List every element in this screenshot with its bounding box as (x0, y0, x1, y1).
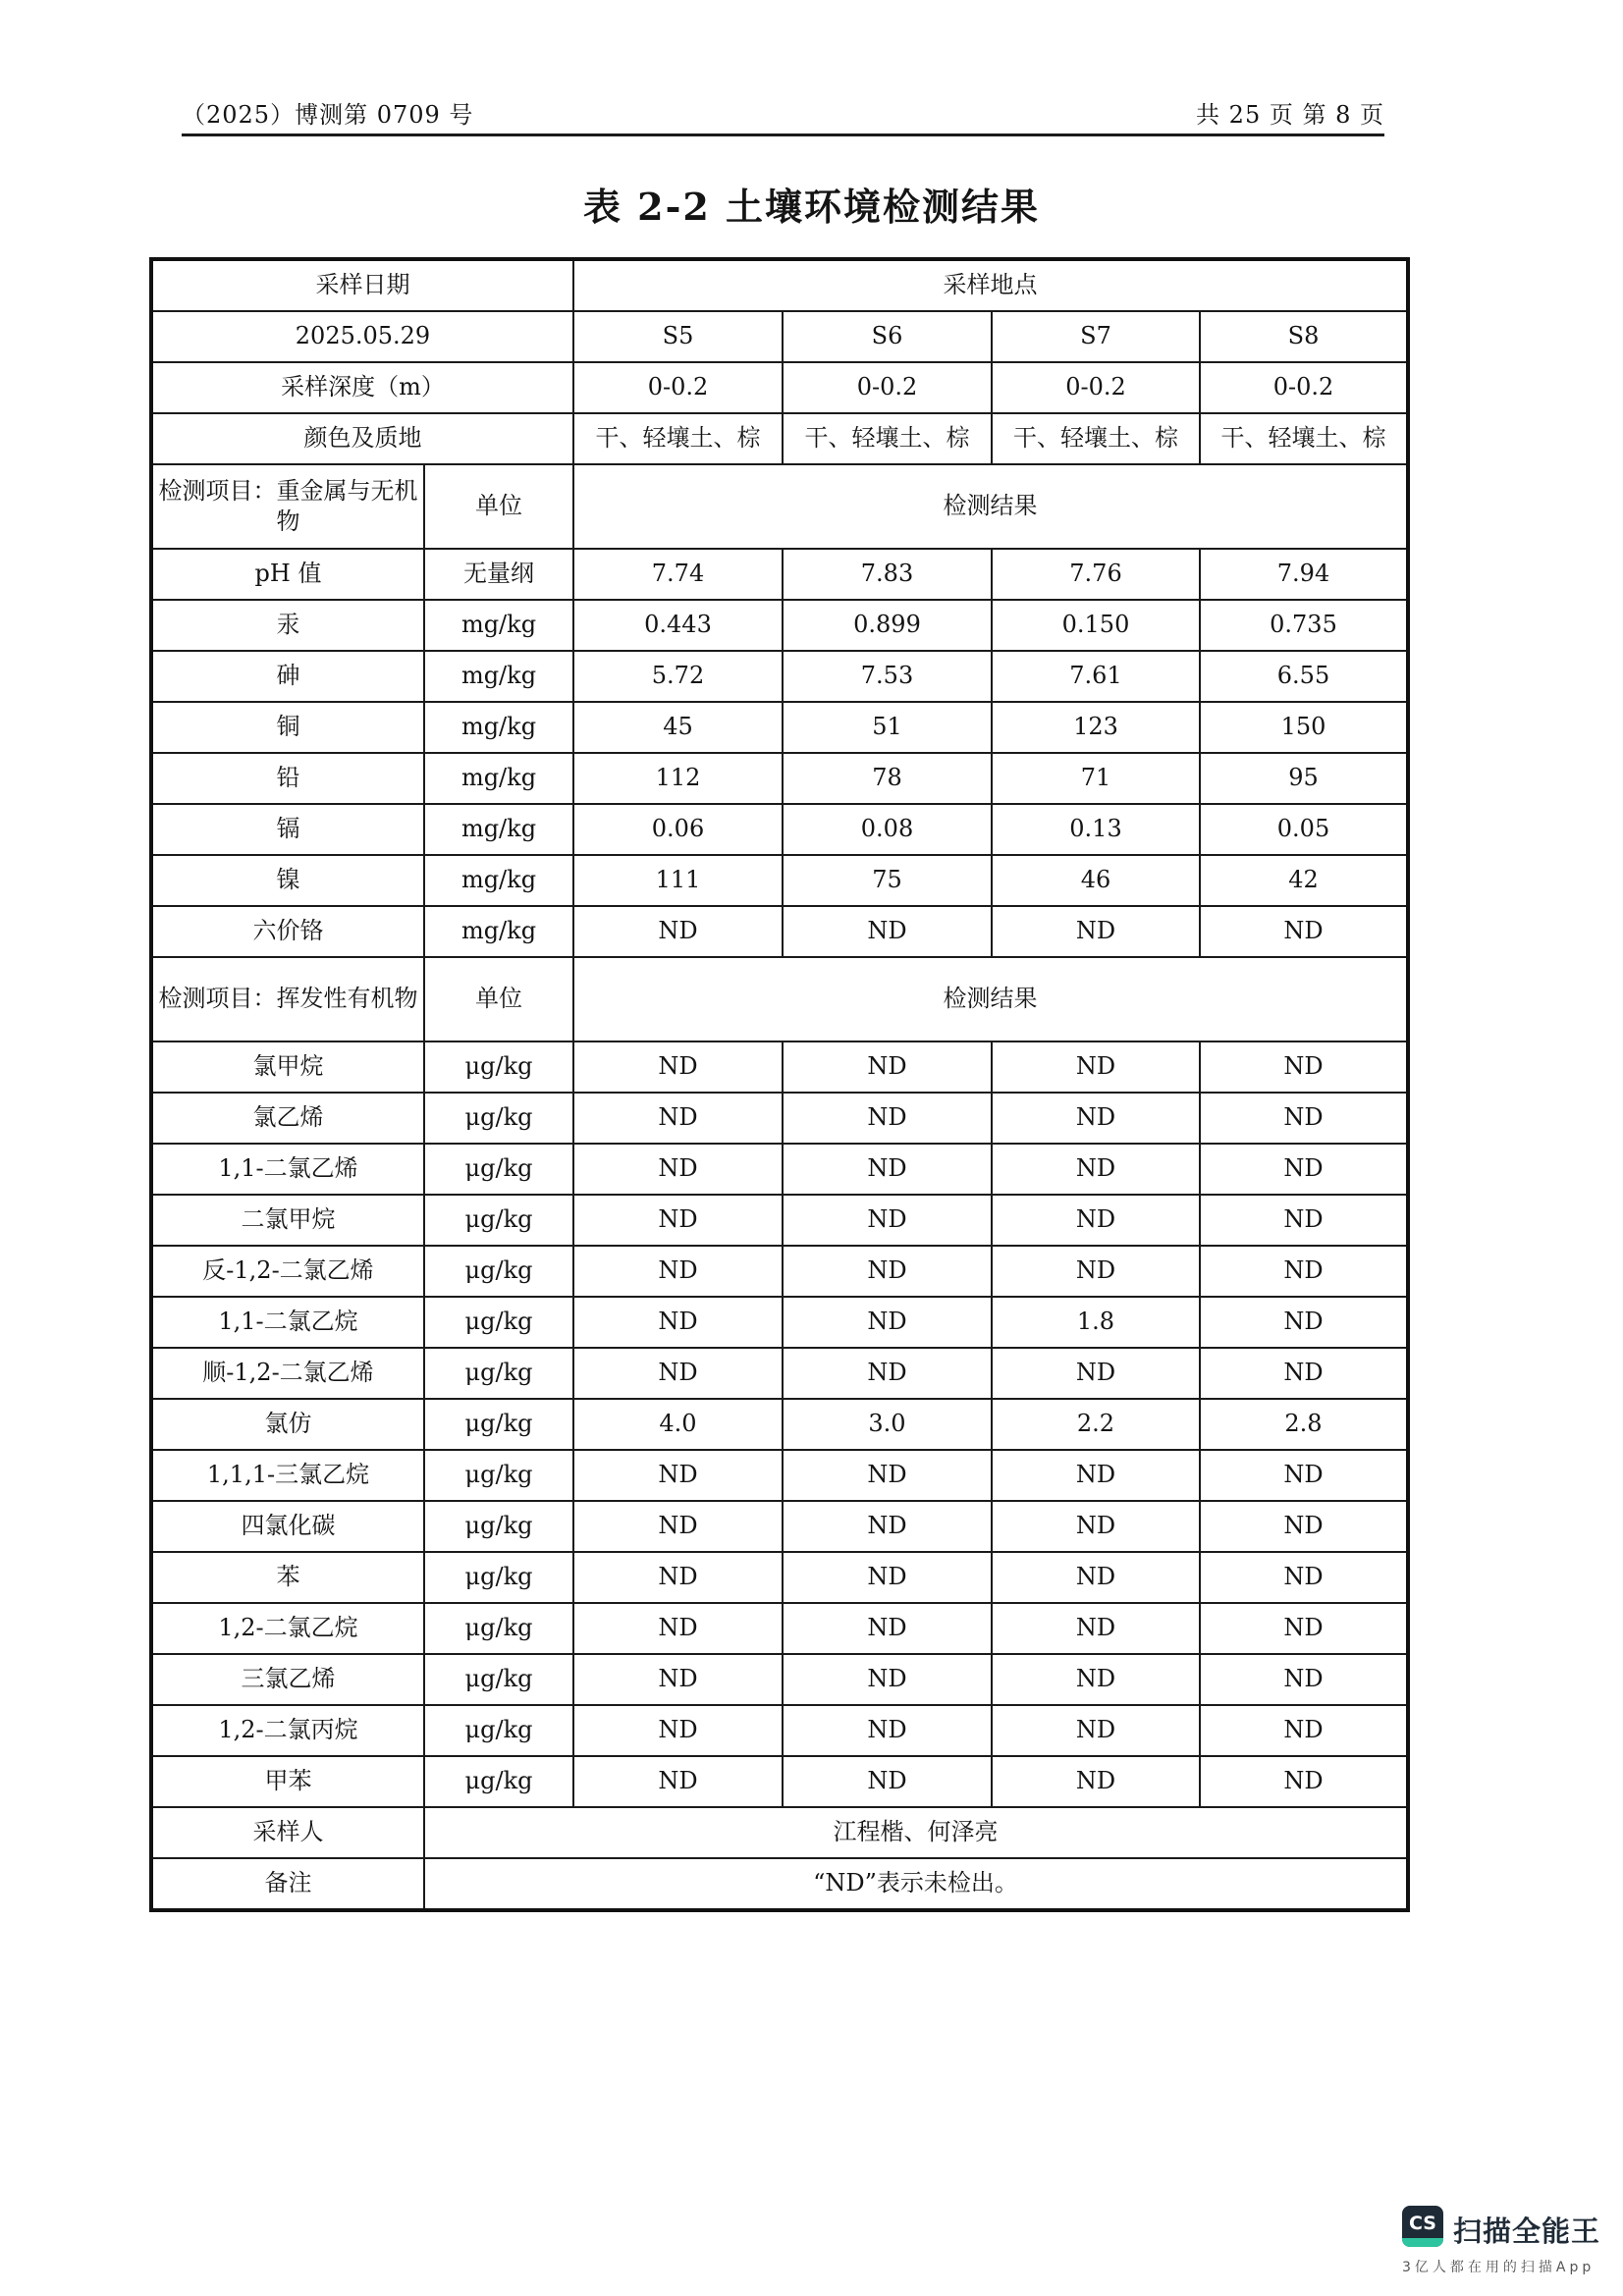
value-cell: 0.05 (1200, 804, 1408, 855)
depth-cell: 0-0.2 (573, 362, 783, 413)
value-cell: 51 (783, 702, 992, 753)
result-row (151, 600, 1408, 651)
value-cell: ND (573, 1552, 783, 1603)
section-label: 检测项目：挥发性有机物 (151, 957, 424, 1041)
value-cell: ND (1200, 1093, 1408, 1144)
page-info: 共 25 页 第 8 页 (1196, 101, 1384, 129)
item-name: 二氯甲烷 (151, 1195, 424, 1246)
unit-cell: μg/kg (424, 1041, 573, 1093)
value-cell: ND (573, 1093, 783, 1144)
value-cell: ND (1200, 1654, 1408, 1705)
result-row (151, 753, 1408, 804)
result-row (151, 1041, 1408, 1093)
sampler-value: 江程楷、何泽亮 (424, 1807, 1408, 1858)
result-header: 检测结果 (573, 464, 1408, 549)
site-cell: S7 (992, 311, 1200, 362)
unit-cell: μg/kg (424, 1246, 573, 1297)
result-row (151, 1195, 1408, 1246)
item-name: 氯甲烷 (151, 1041, 424, 1093)
value-cell: 71 (992, 753, 1200, 804)
value-cell: 46 (992, 855, 1200, 906)
item-name: 1,2-二氯丙烷 (151, 1705, 424, 1756)
value-cell: ND (992, 1552, 1200, 1603)
remark-row (151, 1858, 1408, 1910)
value-cell: 78 (783, 753, 992, 804)
depth-cell: 0-0.2 (992, 362, 1200, 413)
depth-cell: 0-0.2 (783, 362, 992, 413)
value-cell: ND (573, 1144, 783, 1195)
value-cell: ND (573, 1246, 783, 1297)
value-cell: ND (573, 1297, 783, 1348)
texture-cell: 干、轻壤土、棕 (573, 413, 783, 464)
value-cell: 2.2 (992, 1399, 1200, 1450)
result-row (151, 1756, 1408, 1807)
value-cell: ND (1200, 1705, 1408, 1756)
result-row (151, 804, 1408, 855)
value-cell: ND (992, 1144, 1200, 1195)
result-row (151, 1552, 1408, 1603)
value-cell: ND (1200, 1195, 1408, 1246)
value-cell: 0.443 (573, 600, 783, 651)
unit-cell: mg/kg (424, 906, 573, 957)
unit-cell: μg/kg (424, 1348, 573, 1399)
depth-cell: 0-0.2 (1200, 362, 1408, 413)
item-name: 四氯化碳 (151, 1501, 424, 1552)
value-cell: ND (783, 1348, 992, 1399)
value-cell: ND (992, 1348, 1200, 1399)
result-row (151, 1603, 1408, 1654)
unit-cell: μg/kg (424, 1654, 573, 1705)
value-cell: ND (992, 1654, 1200, 1705)
item-name: 汞 (151, 600, 424, 651)
unit-cell: μg/kg (424, 1501, 573, 1552)
value-cell: 123 (992, 702, 1200, 753)
unit-cell: μg/kg (424, 1399, 573, 1450)
unit-header: 单位 (424, 957, 573, 1041)
value-cell: ND (573, 1041, 783, 1093)
section-label: 检测项目：重金属与无机物 (151, 464, 424, 549)
value-cell: ND (1200, 1501, 1408, 1552)
value-cell: ND (783, 1705, 992, 1756)
value-cell: 75 (783, 855, 992, 906)
value-cell: ND (992, 1195, 1200, 1246)
value-cell: 0.150 (992, 600, 1200, 651)
value-cell: ND (783, 1246, 992, 1297)
value-cell: ND (992, 1501, 1200, 1552)
sampling-date-label: 采样日期 (151, 259, 573, 311)
item-name: 三氯乙烯 (151, 1654, 424, 1705)
value-cell: ND (1200, 1144, 1408, 1195)
value-cell: ND (783, 906, 992, 957)
value-cell: ND (573, 1654, 783, 1705)
unit-header: 单位 (424, 464, 573, 549)
sampler-label: 采样人 (151, 1807, 424, 1858)
value-cell: ND (573, 1195, 783, 1246)
value-cell: ND (1200, 1297, 1408, 1348)
item-name: 反-1,2-二氯乙烯 (151, 1246, 424, 1297)
item-name: pH 值 (151, 549, 424, 600)
result-row (151, 855, 1408, 906)
value-cell: 6.55 (1200, 651, 1408, 702)
value-cell: ND (783, 1144, 992, 1195)
depth-label: 采样深度（m） (151, 362, 573, 413)
value-cell: 0.13 (992, 804, 1200, 855)
site-cell: S6 (783, 311, 992, 362)
value-cell: 7.94 (1200, 549, 1408, 600)
unit-cell: mg/kg (424, 855, 573, 906)
value-cell: ND (992, 1603, 1200, 1654)
value-cell: ND (1200, 1041, 1408, 1093)
value-cell: ND (1200, 1756, 1408, 1807)
value-cell: ND (783, 1603, 992, 1654)
watermark-tagline: 3亿人都在用的扫描App (1402, 2260, 1596, 2275)
result-row (151, 1144, 1408, 1195)
value-cell: ND (1200, 1246, 1408, 1297)
value-cell: ND (573, 1348, 783, 1399)
section-header-heavy-metals (151, 464, 1408, 549)
value-cell: 150 (1200, 702, 1408, 753)
item-name: 六价铬 (151, 906, 424, 957)
texture-cell: 干、轻壤土、棕 (783, 413, 992, 464)
value-cell: ND (783, 1195, 992, 1246)
remark-label: 备注 (151, 1858, 424, 1910)
result-row (151, 1705, 1408, 1756)
result-row (151, 1093, 1408, 1144)
item-name: 砷 (151, 651, 424, 702)
unit-cell: μg/kg (424, 1195, 573, 1246)
value-cell: 0.06 (573, 804, 783, 855)
camscanner-logo-icon: CS (1402, 2206, 1443, 2247)
result-row (151, 1654, 1408, 1705)
value-cell: 7.61 (992, 651, 1200, 702)
value-cell: ND (992, 906, 1200, 957)
value-cell: ND (1200, 1450, 1408, 1501)
value-cell: 111 (573, 855, 783, 906)
item-name: 苯 (151, 1552, 424, 1603)
value-cell: ND (992, 1705, 1200, 1756)
result-row (151, 1297, 1408, 1348)
scanner-watermark (1402, 2206, 1623, 2284)
result-row (151, 1348, 1408, 1399)
value-cell: ND (573, 1756, 783, 1807)
result-row (151, 1399, 1408, 1450)
unit-cell: 无量纲 (424, 549, 573, 600)
item-name: 铅 (151, 753, 424, 804)
unit-cell: μg/kg (424, 1705, 573, 1756)
value-cell: ND (573, 1501, 783, 1552)
item-name: 1,1,1-三氯乙烷 (151, 1450, 424, 1501)
value-cell: ND (1200, 906, 1408, 957)
item-name: 甲苯 (151, 1756, 424, 1807)
remark-value: “ND”表示未检出。 (424, 1858, 1408, 1910)
value-cell: ND (783, 1654, 992, 1705)
value-cell: 42 (1200, 855, 1408, 906)
result-row (151, 651, 1408, 702)
unit-cell: μg/kg (424, 1297, 573, 1348)
value-cell: 5.72 (573, 651, 783, 702)
result-row (151, 906, 1408, 957)
value-cell: 45 (573, 702, 783, 753)
sampling-site-label: 采样地点 (573, 259, 1408, 311)
value-cell: 3.0 (783, 1399, 992, 1450)
value-cell: ND (783, 1501, 992, 1552)
value-cell: 1.8 (992, 1297, 1200, 1348)
page-header (182, 90, 1384, 136)
value-cell: ND (1200, 1552, 1408, 1603)
value-cell: ND (992, 1041, 1200, 1093)
section-header-voc (151, 957, 1408, 1041)
item-name: 顺-1,2-二氯乙烯 (151, 1348, 424, 1399)
value-cell: 95 (1200, 753, 1408, 804)
value-cell: 0.735 (1200, 600, 1408, 651)
value-cell: ND (783, 1450, 992, 1501)
unit-cell: μg/kg (424, 1093, 573, 1144)
unit-cell: mg/kg (424, 804, 573, 855)
unit-cell: μg/kg (424, 1552, 573, 1603)
value-cell: 112 (573, 753, 783, 804)
item-name: 铜 (151, 702, 424, 753)
unit-cell: mg/kg (424, 651, 573, 702)
header-row-labels (151, 259, 1408, 311)
item-name: 1,2-二氯乙烷 (151, 1603, 424, 1654)
result-row (151, 702, 1408, 753)
result-row (151, 1246, 1408, 1297)
value-cell: 7.53 (783, 651, 992, 702)
table-title: 表 2-2 土壤环境检测结果 (582, 185, 1041, 229)
value-cell: ND (992, 1093, 1200, 1144)
site-cell: S8 (1200, 311, 1408, 362)
result-row (151, 1501, 1408, 1552)
value-cell: 0.08 (783, 804, 992, 855)
value-cell: ND (783, 1041, 992, 1093)
unit-cell: mg/kg (424, 753, 573, 804)
value-cell: ND (573, 1705, 783, 1756)
value-cell: 7.74 (573, 549, 783, 600)
item-name: 氯仿 (151, 1399, 424, 1450)
value-cell: ND (992, 1246, 1200, 1297)
item-name: 1,1-二氯乙烯 (151, 1144, 424, 1195)
unit-cell: mg/kg (424, 702, 573, 753)
value-cell: 7.83 (783, 549, 992, 600)
result-row (151, 549, 1408, 600)
value-cell: ND (992, 1756, 1200, 1807)
sampling-date: 2025.05.29 (151, 311, 573, 362)
unit-cell: μg/kg (424, 1603, 573, 1654)
unit-cell: μg/kg (424, 1144, 573, 1195)
unit-cell: μg/kg (424, 1756, 573, 1807)
value-cell: ND (573, 906, 783, 957)
value-cell: 4.0 (573, 1399, 783, 1450)
sampler-row (151, 1807, 1408, 1858)
value-cell: ND (783, 1093, 992, 1144)
item-name: 1,1-二氯乙烷 (151, 1297, 424, 1348)
value-cell: ND (573, 1450, 783, 1501)
site-cell: S5 (573, 311, 783, 362)
value-cell: 2.8 (1200, 1399, 1408, 1450)
value-cell: ND (992, 1450, 1200, 1501)
value-cell: 7.76 (992, 549, 1200, 600)
texture-cell: 干、轻壤土、棕 (1200, 413, 1408, 464)
result-row (151, 1450, 1408, 1501)
texture-cell: 干、轻壤土、棕 (992, 413, 1200, 464)
depth-row (151, 362, 1408, 413)
value-cell: ND (783, 1756, 992, 1807)
item-name: 氯乙烯 (151, 1093, 424, 1144)
value-cell: ND (783, 1297, 992, 1348)
value-cell: ND (573, 1603, 783, 1654)
soil-results-table (149, 257, 1410, 1912)
item-name: 镍 (151, 855, 424, 906)
value-cell: ND (1200, 1348, 1408, 1399)
report-number: （2025）博测第 0709 号 (182, 101, 474, 129)
value-cell: 0.899 (783, 600, 992, 651)
unit-cell: μg/kg (424, 1450, 573, 1501)
value-cell: ND (1200, 1603, 1408, 1654)
result-header: 检测结果 (573, 957, 1408, 1041)
watermark-app-name: 扫描全能王 (1453, 2215, 1601, 2248)
value-cell: ND (783, 1552, 992, 1603)
texture-row (151, 413, 1408, 464)
texture-label: 颜色及质地 (151, 413, 573, 464)
item-name: 镉 (151, 804, 424, 855)
unit-cell: mg/kg (424, 600, 573, 651)
header-row-sites (151, 311, 1408, 362)
